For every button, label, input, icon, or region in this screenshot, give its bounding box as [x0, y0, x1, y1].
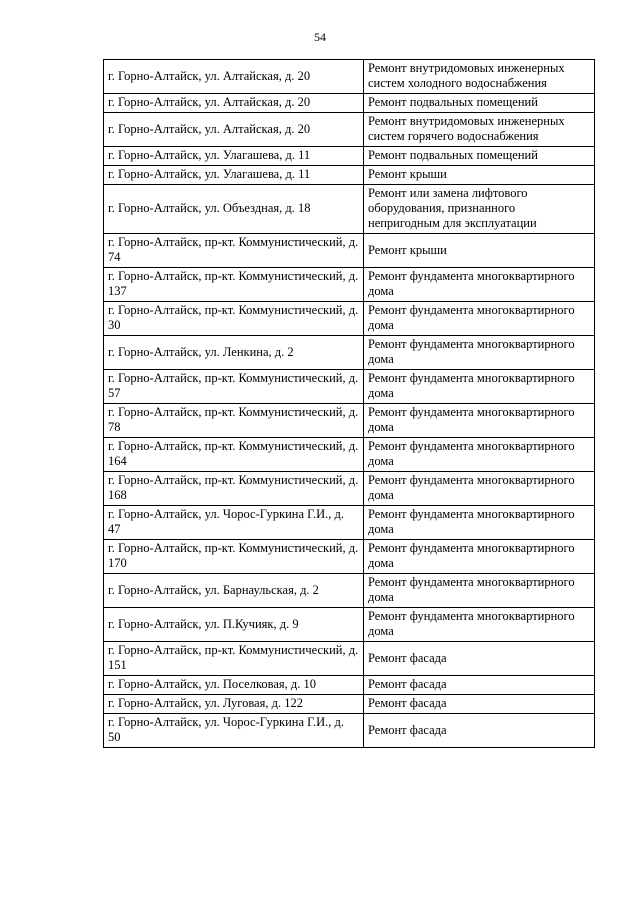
work-type-cell: Ремонт фундамента многоквартирного дома: [364, 506, 595, 540]
table-row: [104, 506, 595, 540]
work-type-cell: Ремонт фасада: [364, 642, 595, 676]
address-cell: г. Горно-Алтайск, ул. Чорос-Гуркина Г.И., д. 50: [104, 714, 364, 748]
work-type-cell: Ремонт фундамента многоквартирного дома: [364, 370, 595, 404]
work-type-cell: Ремонт фундамента многоквартирного дома: [364, 438, 595, 472]
address-cell: г. Горно-Алтайск, ул. П.Кучияк, д. 9: [104, 608, 364, 642]
work-type-cell: Ремонт фасада: [364, 714, 595, 748]
address-cell: г. Горно-Алтайск, ул. Объездная, д. 18: [104, 185, 364, 234]
table-body: [104, 60, 595, 748]
table-row: [104, 268, 595, 302]
address-cell: г. Горно-Алтайск, пр-кт. Коммунистический, д. 74: [104, 234, 364, 268]
page-number: 54: [314, 30, 326, 44]
work-type-cell: Ремонт фасада: [364, 695, 595, 714]
address-cell: г. Горно-Алтайск, ул. Поселковая, д. 10: [104, 676, 364, 695]
table-row: [104, 404, 595, 438]
table-row: [104, 185, 595, 234]
address-cell: г. Горно-Алтайск, пр-кт. Коммунистический, д. 78: [104, 404, 364, 438]
table-row: [104, 714, 595, 748]
table-row: [104, 60, 595, 94]
address-cell: г. Горно-Алтайск, ул. Луговая, д. 122: [104, 695, 364, 714]
table-row: [104, 695, 595, 714]
address-cell: г. Горно-Алтайск, ул. Алтайская, д. 20: [104, 113, 364, 147]
work-type-cell: Ремонт крыши: [364, 234, 595, 268]
address-cell: г. Горно-Алтайск, пр-кт. Коммунистический, д. 170: [104, 540, 364, 574]
address-cell: г. Горно-Алтайск, пр-кт. Коммунистический, д. 151: [104, 642, 364, 676]
table-row: [104, 147, 595, 166]
address-cell: г. Горно-Алтайск, пр-кт. Коммунистический, д. 164: [104, 438, 364, 472]
work-type-cell: Ремонт фасада: [364, 676, 595, 695]
table-row: [104, 302, 595, 336]
address-cell: г. Горно-Алтайск, пр-кт. Коммунистический, д. 137: [104, 268, 364, 302]
work-type-cell: Ремонт фундамента многоквартирного дома: [364, 574, 595, 608]
address-cell: г. Горно-Алтайск, пр-кт. Коммунистический, д. 57: [104, 370, 364, 404]
table-row: [104, 113, 595, 147]
address-cell: г. Горно-Алтайск, ул. Алтайская, д. 20: [104, 60, 364, 94]
work-type-cell: Ремонт крыши: [364, 166, 595, 185]
address-cell: г. Горно-Алтайск, пр-кт. Коммунистический, д. 30: [104, 302, 364, 336]
table-row: [104, 676, 595, 695]
work-type-cell: Ремонт фундамента многоквартирного дома: [364, 404, 595, 438]
work-type-cell: Ремонт внутридомовых инженерных систем горячего водоснабжения: [364, 113, 595, 147]
work-type-cell: Ремонт подвальных помещений: [364, 147, 595, 166]
work-type-cell: Ремонт фундамента многоквартирного дома: [364, 608, 595, 642]
address-cell: г. Горно-Алтайск, ул. Улагашева, д. 11: [104, 166, 364, 185]
table-row: [104, 234, 595, 268]
address-cell: г. Горно-Алтайск, ул. Барнаульская, д. 2: [104, 574, 364, 608]
work-type-cell: Ремонт фундамента многоквартирного дома: [364, 472, 595, 506]
table-row: [104, 642, 595, 676]
address-cell: г. Горно-Алтайск, ул. Улагашева, д. 11: [104, 147, 364, 166]
address-cell: г. Горно-Алтайск, ул. Ленкина, д. 2: [104, 336, 364, 370]
work-type-cell: Ремонт фундамента многоквартирного дома: [364, 268, 595, 302]
work-type-cell: Ремонт фундамента многоквартирного дома: [364, 540, 595, 574]
table-row: [104, 438, 595, 472]
table-row: [104, 94, 595, 113]
address-cell: г. Горно-Алтайск, пр-кт. Коммунистический, д. 168: [104, 472, 364, 506]
repair-works-table: [103, 59, 595, 748]
table-row: [104, 336, 595, 370]
table-row: [104, 370, 595, 404]
work-type-cell: Ремонт фундамента многоквартирного дома: [364, 336, 595, 370]
work-type-cell: Ремонт подвальных помещений: [364, 94, 595, 113]
table-row: [104, 540, 595, 574]
table-row: [104, 574, 595, 608]
table-row: [104, 166, 595, 185]
work-type-cell: Ремонт фундамента многоквартирного дома: [364, 302, 595, 336]
work-type-cell: Ремонт или замена лифтового оборудования, признанного непригодным для эксплуатации: [364, 185, 595, 234]
table-row: [104, 472, 595, 506]
address-cell: г. Горно-Алтайск, ул. Алтайская, д. 20: [104, 94, 364, 113]
table-row: [104, 608, 595, 642]
address-cell: г. Горно-Алтайск, ул. Чорос-Гуркина Г.И., д. 47: [104, 506, 364, 540]
work-type-cell: Ремонт внутридомовых инженерных систем холодного водоснабжения: [364, 60, 595, 94]
